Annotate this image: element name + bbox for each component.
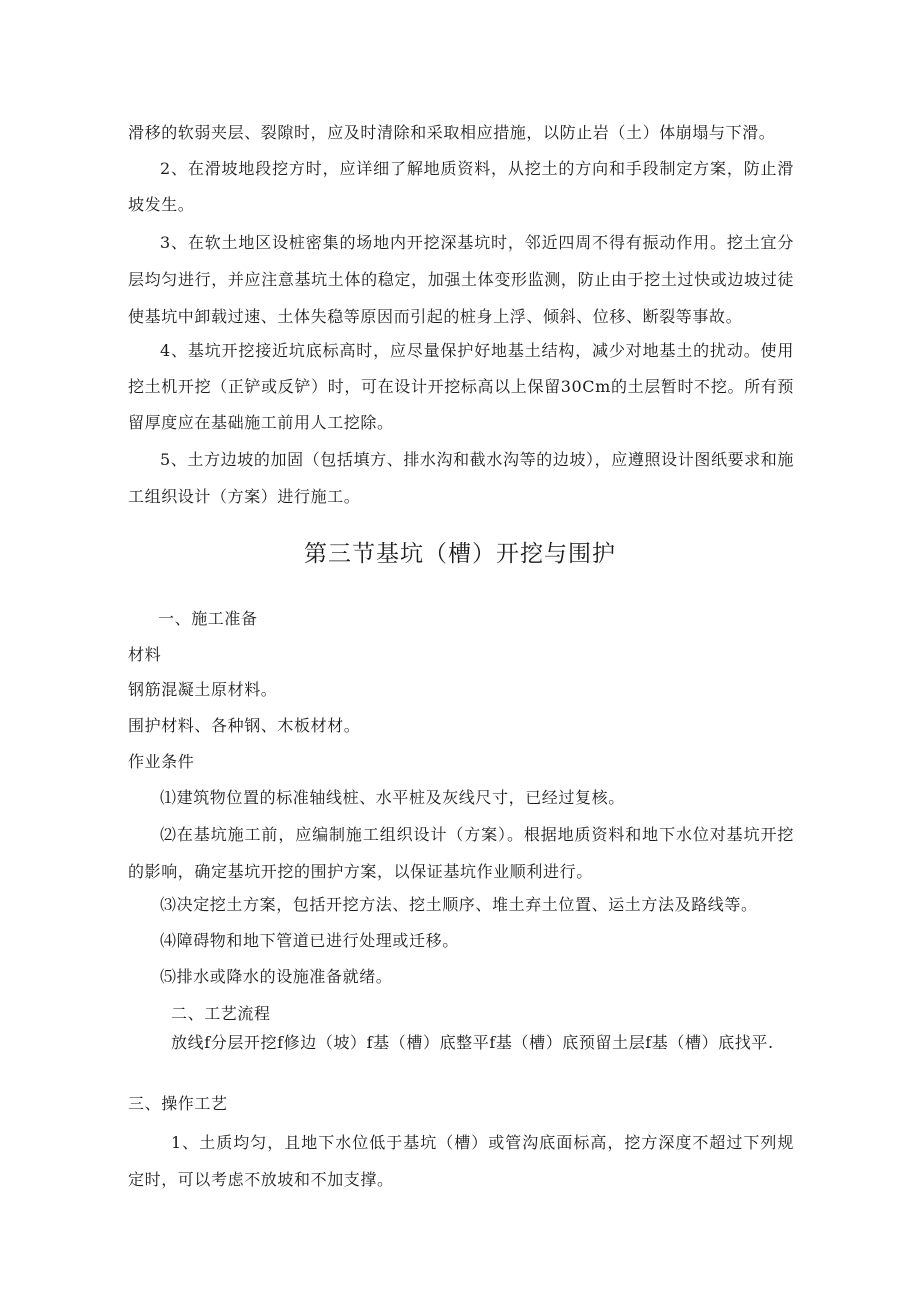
heading-operation-process: 三、操作工艺 [128,1094,228,1113]
heading-process-flow: 二、工艺流程 [171,1004,271,1023]
materials-item-1: 钢筋混凝土原材料。 [128,680,278,699]
condition-item-3: ⑶决定挖土方案，包括开挖方法、挖土顺序、堆土弃土位置、运土方法及路线等。 [160,895,758,914]
paragraph-item-5: 5、土方边坡的加固（包括填方、排水沟和截水沟等的边坡），应遵照设计图纸要求和施工组织设计（方案）进行施工。 [128,450,794,506]
paragraph-item-2: 2、在滑坡地段挖方时，应详细了解地质资料，从挖土的方向和手段制定方案，防止滑坡发生。 [128,159,794,214]
paragraph-slide-continuation: 滑移的软弱夹层、裂隙时，应及时清除和采取相应措施，以防止岩（土）体崩塌与下滑。 [128,123,776,142]
section-title: 第三节基坑（槽）开挖与围护 [304,541,616,567]
condition-item-1: ⑴建筑物位置的标准轴线桩、水平桩及灰线尺寸，已经过复核。 [160,788,625,807]
process-flow-text: 放线f分层开挖f修边（坡）f基（槽）底整平f基（槽）底预留土层f基（槽）底找平. [171,1033,774,1052]
paragraph-item-4: 4、基坑开挖接近坑底标高时，应尽量保护好地基土结构，减少对地基土的扰动。使用挖土机开挖（正铲或反铲）时，可在设计开挖标高以上保留30Cm的土层暂时不挖。所有预留厚度应在基础施工前用人工挖除。 [128,341,794,432]
paragraph-item-3: 3、在软土地区设桩密集的场地内开挖深基坑时，邻近四周不得有振动作用。挖土宜分层均匀进行，并应注意基坑土体的稳定，加强土体变形监测，防止由于挖土过快或边坡过徒使基坑中卸载过速、土体失稳等原因而引起的桩身上浮、倾斜、位移、断裂等事故。 [128,233,794,326]
condition-item-4: ⑷障碍物和地下管道已进行处理或迁移。 [160,931,459,950]
label-materials: 材料 [128,645,162,664]
materials-item-2: 围护材料、各种钢、木板材材。 [128,716,361,735]
heading-construction-prep: 一、施工准备 [158,609,258,628]
operation-item-1: 1、土质均匀，且地下水位低于基坑（槽）或管沟底面标高，挖方深度不超过下列规定时，可以考虑不放坡和不加支撑。 [128,1133,794,1189]
condition-item-5: ⑸排水或降水的设施准备就绪。 [160,967,393,986]
label-work-conditions: 作业条件 [128,752,195,771]
condition-item-2: ⑵在基坑施工前，应编制施工组织设计（方案）。根据地质资料和地下水位对基坑开挖的影响，确定基坑开挖的围护方案，以保证基坑作业顺利进行。 [128,825,794,881]
